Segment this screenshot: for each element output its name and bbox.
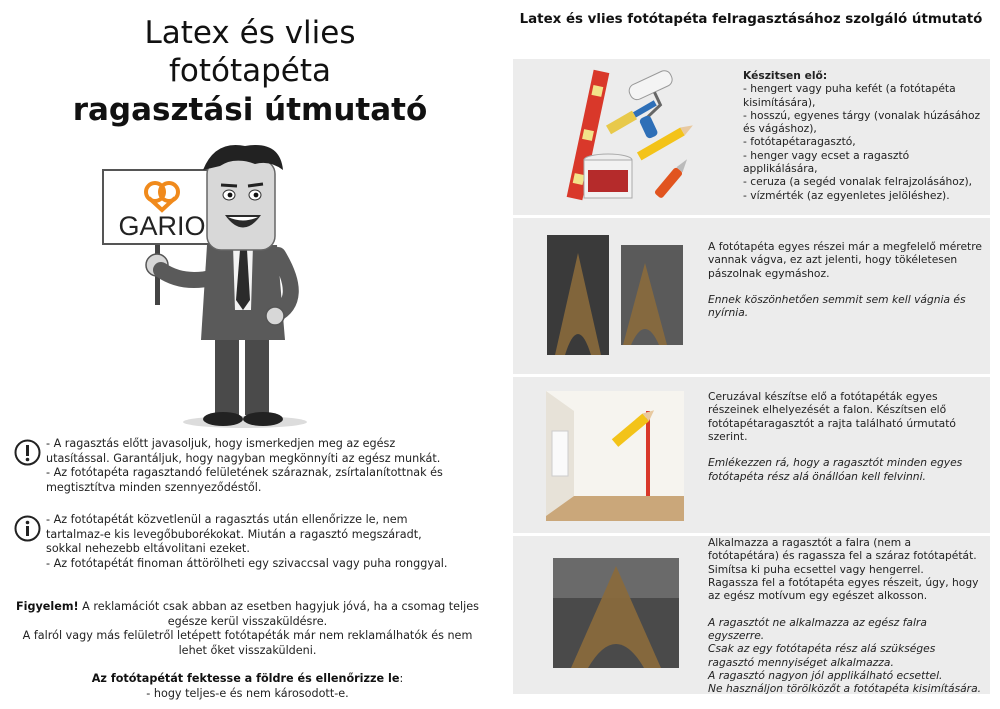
step-3-main: Ceruzával készítse elő a fotótapéták egyes részeinek elhelyezését a falon. Készítsen elő fotótapétaragasztót a rajta található úrmutató szerint. bbox=[708, 390, 956, 443]
room-wall-image bbox=[546, 391, 684, 521]
gario-sign bbox=[103, 170, 221, 244]
step-1-heading: Készitsen elő: bbox=[743, 69, 828, 82]
note2-text: - Az fotótapétát közvetlenül a ragasztás után ellenőrizze le, nem tartalmaz-e kis levegőbuborékokat. Miután a ragasztó megszáradt, sokkal nehezebb eltávolitani ezeket. - Az fotótapétát finoman áttörölheti egy szivaccsal vagy puha ronggyal. bbox=[46, 513, 448, 570]
note1-text: - A ragasztás előtt javasoljuk, hogy ismerkedjen meg az egész utasítással. Garantáljuk, hogy nagyban megkönnyíti az egész munkát. - Az fotótapéta ragasztandó felületének száraznak, zsírtalanítottnak és megtisztítva minden szennyeződéstől. bbox=[46, 437, 443, 494]
step-1-list: - hengert vagy puha kefét (a fotótapéta kisimítására), - hosszú, egyenes tárgy (vonalak húzásához és vágáshoz), - fotótapétaragasztó, - henger vagy ecset a ragasztó applikálására, - ceruza (a segéd vonalak felrajzolásához), - vízmérték (az egyenletes jelöléshez). bbox=[743, 82, 981, 202]
step-2-text bbox=[708, 240, 988, 320]
step-1-text bbox=[743, 69, 988, 202]
note-info bbox=[14, 513, 474, 571]
title-line-3: ragasztási útmutató bbox=[72, 92, 428, 128]
floor-text: - hogy teljes-e és nem károsodott-e. bbox=[146, 686, 349, 700]
mascot-illustration bbox=[95, 140, 355, 430]
floor-colon: : bbox=[399, 672, 404, 685]
exclamation-circle-icon bbox=[14, 439, 41, 466]
step-3-text bbox=[708, 390, 988, 483]
tools-illustration bbox=[538, 65, 723, 210]
step-3-panel bbox=[513, 377, 990, 533]
note-exclamation bbox=[14, 437, 474, 495]
warning-label: Figyelem! bbox=[16, 600, 79, 613]
warning-text: A reklamációt csak abban az esetben hagyjuk jóvá, ha a csomag teljes egésze kerül visszaküldésre. A falról vagy más felületről letépett fotótapéták már nem reklamálhatók és nem lehet őket visszaküldeni. bbox=[22, 600, 479, 657]
floor-label: Az fotótapétát fektesse a földre és ellenőrizze le bbox=[91, 672, 400, 685]
title-line-2: fotótapéta bbox=[168, 53, 332, 89]
left-title bbox=[0, 14, 500, 130]
sign-text: GARIO bbox=[118, 211, 206, 241]
step-4-panel bbox=[513, 536, 990, 694]
step-2-italic: Ennek köszönhetően semmit sem kell vágnia és nyírnia. bbox=[708, 293, 966, 320]
step-4-italic: A ragasztót ne alkalmazza az egész falra egyszerre. Csak az egy fotótapéta rész alá szükséges ragasztó mennyiséget alkalmazza. A ragasztó nagyon jól applikálható ecsettel. Ne használjon törölközőt a fotótapéta kisimítására. bbox=[708, 615, 982, 696]
eiffel-wall-image bbox=[553, 558, 679, 668]
right-title: Latex és vlies fotótapéta felragasztásához szolgáló útmutató bbox=[519, 12, 983, 27]
eiffel-panels-image bbox=[545, 233, 705, 359]
info-circle-icon bbox=[14, 515, 41, 542]
warning-block bbox=[10, 600, 485, 701]
title-line-1: Latex és vlies bbox=[144, 15, 356, 51]
step-4-text bbox=[708, 536, 990, 696]
step-4-main: Alkalmazza a ragasztót a falra (nem a fotótapétára) és ragassza fel a száraz fotótapétát. Simítsa ki puha ecsettel vagy hengerrel. Ragassza fel a fotótapéta egyes részeit, úgy, hogy az egész motívum egy egészet alkosson. bbox=[708, 536, 979, 603]
step-3-italic: Emlékezzen rá, hogy a ragasztót minden egyes fotótapéta rész alá önállóan kell felvinni. bbox=[708, 456, 963, 483]
step-2-panel bbox=[513, 218, 990, 374]
step-1-panel bbox=[513, 59, 990, 215]
step-2-main: A fotótapéta egyes részei már a megfelelő méretre vannak vágva, ez azt jelenti, hogy tökéletesen pászolnak egymáshoz. bbox=[708, 240, 982, 280]
